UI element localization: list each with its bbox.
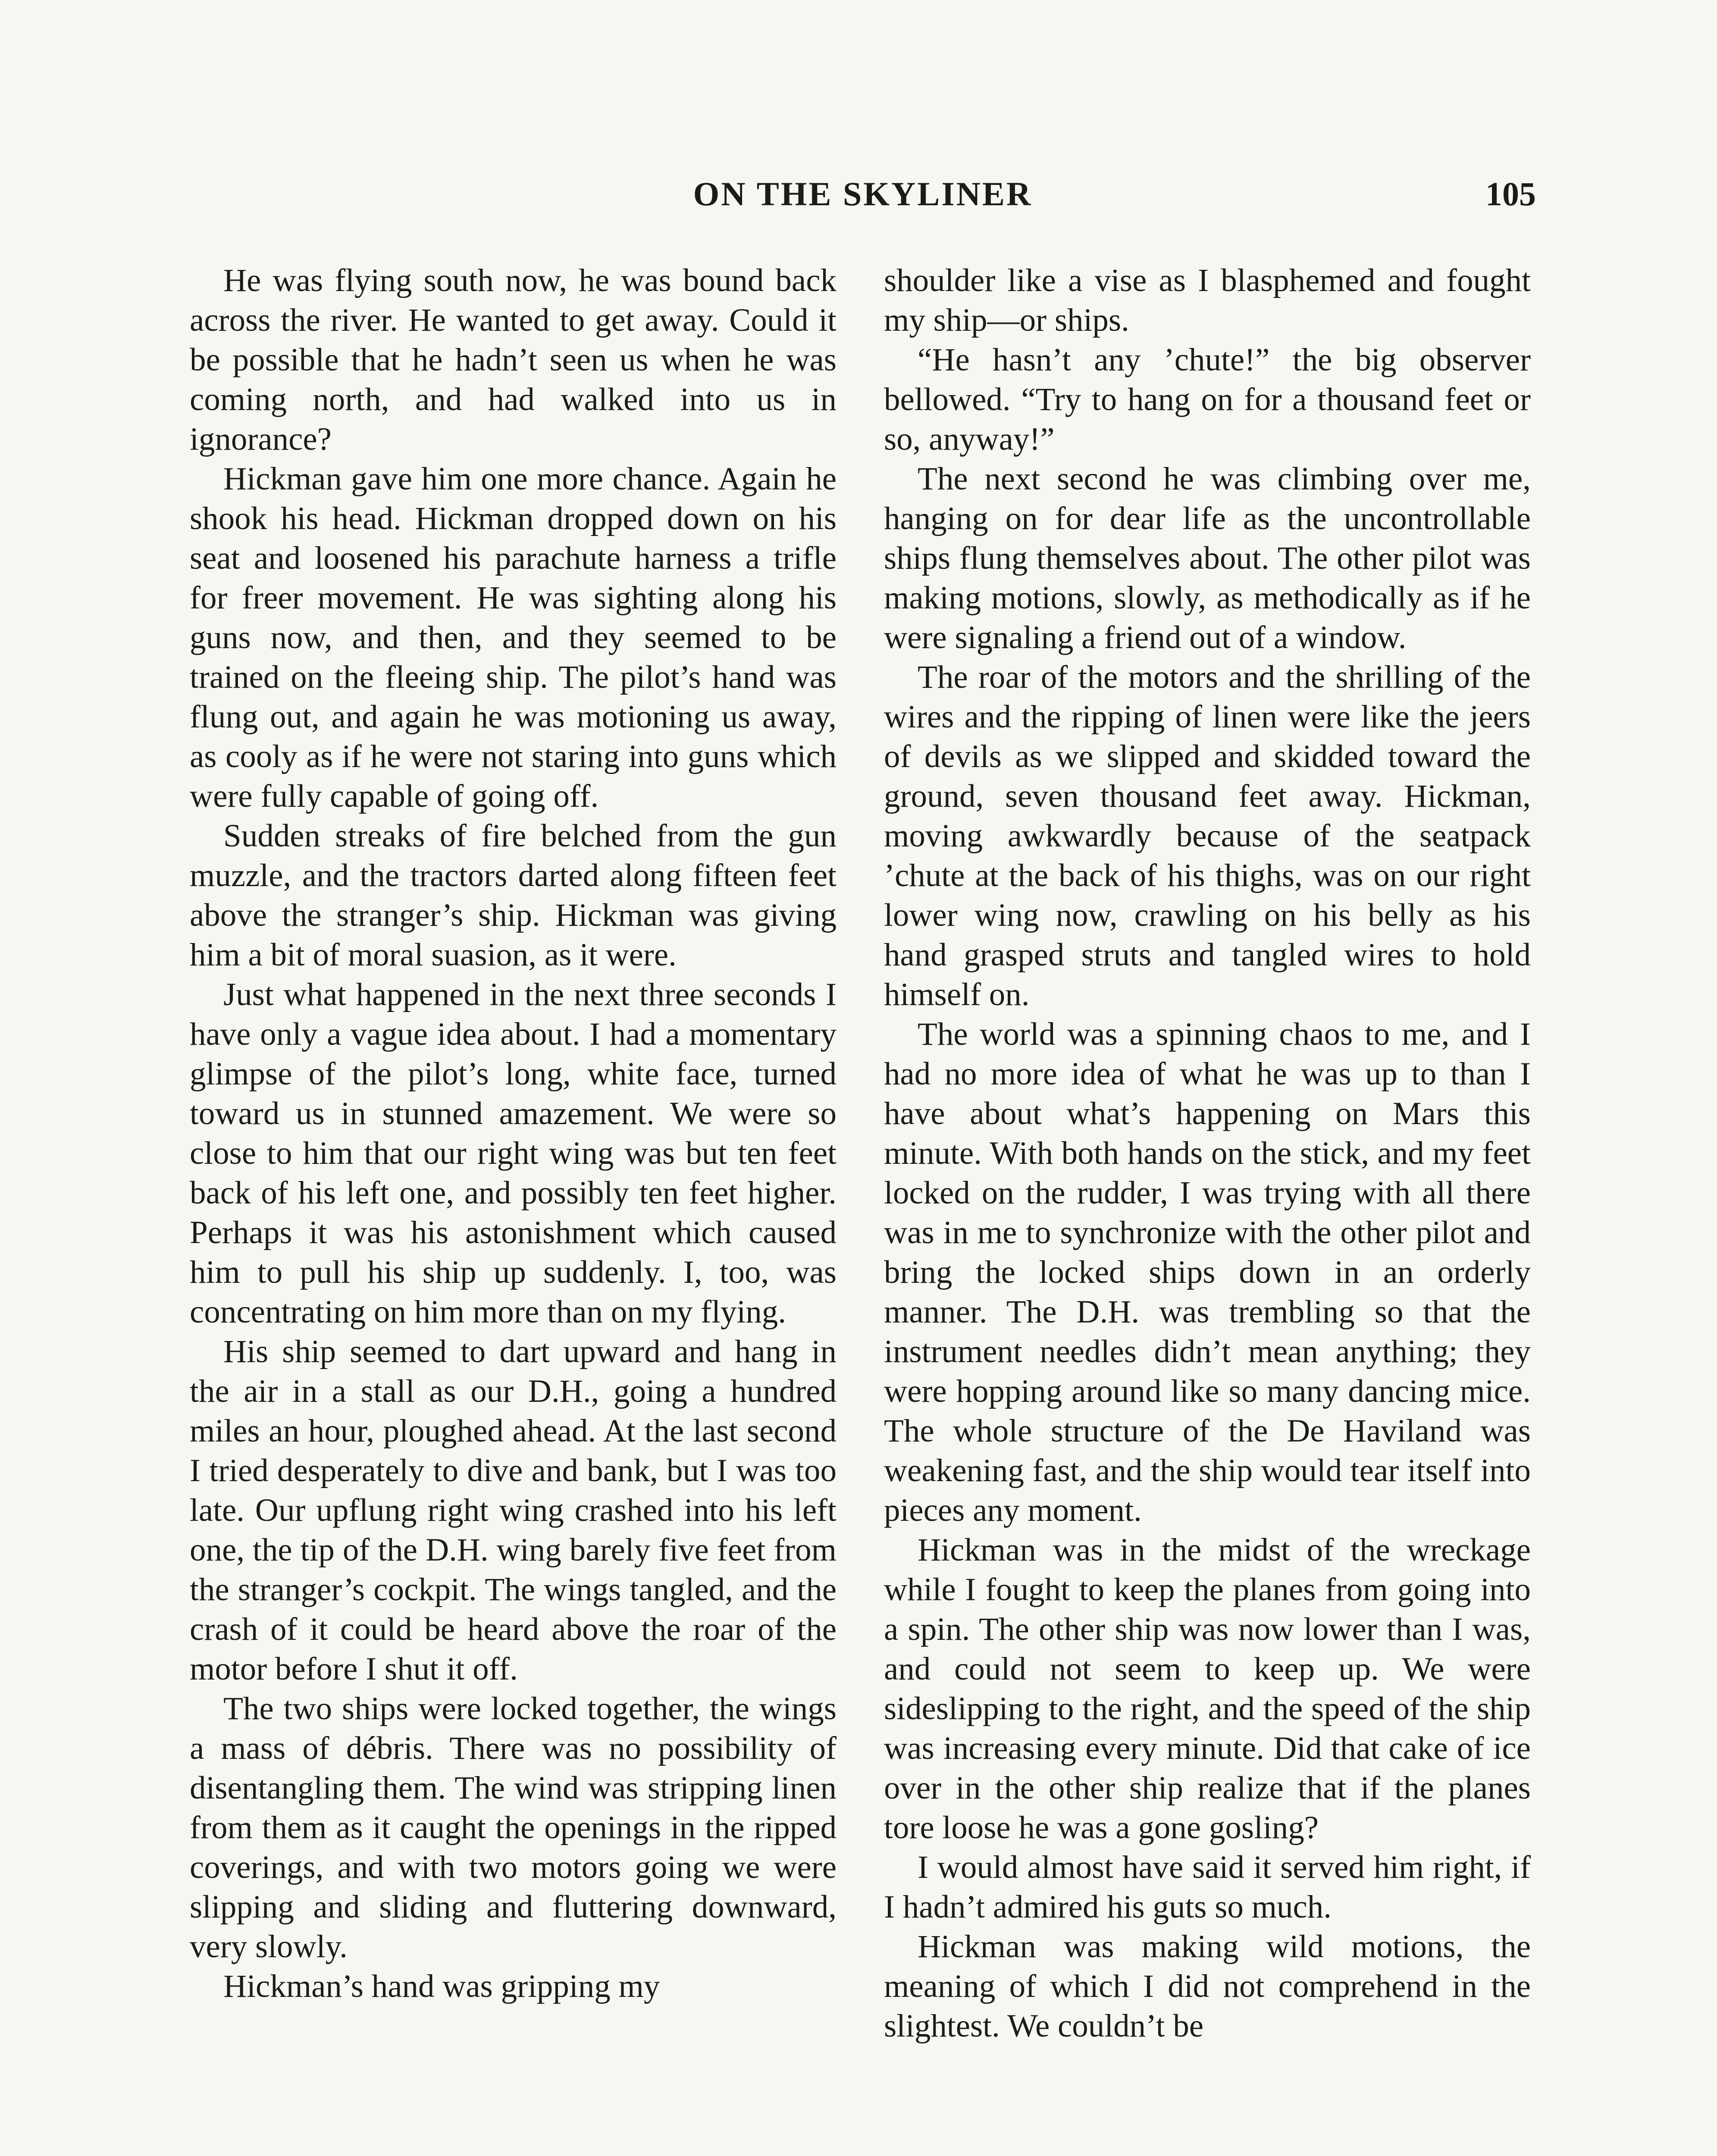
running-title: ON THE SKYLINER xyxy=(693,175,1033,213)
paragraph: Sudden streaks of fire belched from the gun muzzle, and the tractors darted along fifteen feet above the stranger’s ship. Hickman was giving him a bit of moral suasion, as it were. xyxy=(190,818,837,973)
paragraph: Hickman gave him one more chance. Again he shook his head. Hickman dropped down on his seat and loosened his parachute harness a trifle for freer movement. He was sighting along his guns now, and then, and they seemed to be trained on the fleeing ship. The pilot’s hand was flung out, and again he was motioning us away, as cooly as if he were not staring into guns which were fully capable of going off. xyxy=(190,461,837,814)
page-number: 105 xyxy=(1485,175,1536,213)
page-header xyxy=(190,175,1536,222)
paragraph: Hickman was in the midst of the wreckage while I fought to keep the planes from going into a spin. The other ship was now lower than I was, and could not seem to keep up. We were sideslipping to the right, and the speed of the ship was increasing every minute. Did that cake of ice over in the other ship realize that if the planes tore loose he was a gone gosling? xyxy=(884,1532,1531,1846)
paragraph: Hickman was making wild motions, the meaning of which I did not comprehend in the slightest. We couldn’t be xyxy=(884,1929,1531,2044)
paragraph: “He hasn’t any ’chute!” the big observer bellowed. “Try to hang on for a thousand feet or so, anyway!” xyxy=(884,342,1531,457)
paragraph-continuation: shoulder like a vise as I blasphemed and fought my ship—or ships. xyxy=(884,263,1531,338)
right-column xyxy=(884,261,1531,2046)
paragraph: His ship seemed to dart upward and hang in the air in a stall as our D.H., going a hundred miles an hour, ploughed ahead. At the last second I tried desperately to dive and bank, but I was too late. Our upflung right wing crashed into his left one, the tip of the D.H. wing barely five feet from the stranger’s cockpit. The wings tangled, and the crash of it could be heard above the roar of the motor before I shut it off. xyxy=(190,1334,837,1687)
paragraph: Just what happened in the next three seconds I have only a vague idea about. I had a momentary glimpse of the pilot’s long, white face, turned toward us in stunned amazement. We were so close to him that our right wing was but ten feet back of his left one, and possibly ten feet higher. Perhaps it was his astonishment which caused him to pull his ship up suddenly. I, too, was concentrating on him more than on my flying. xyxy=(190,977,837,1330)
paragraph: The next second he was climbing over me, hanging on for dear life as the uncontrollable ships flung themselves about. The other pilot was making motions, slowly, as methodically as if he were signaling a friend out of a window. xyxy=(884,461,1531,655)
paragraph: The world was a spinning chaos to me, and I had no more idea of what he was up to than I have about what’s happening on Mars this minute. With both hands on the stick, and my feet locked on the rudder, I was trying with all there was in me to synchronize with the other pilot and bring the locked ships down in an orderly manner. The D.H. was trembling so that the instrument needles didn’t mean anything; they were hopping around like so many dancing mice. The whole structure of the De Haviland was weakening fast, and the ship would tear itself into pieces any moment. xyxy=(884,1016,1531,1528)
paragraph: I would almost have said it served him right, if I hadn’t admired his guts so much. xyxy=(884,1849,1531,1925)
paragraph: He was flying south now, he was bound back across the river. He wanted to get away. Could it be possible that he hadn’t seen us when he was coming north, and had walked into us in ignorance? xyxy=(190,263,837,457)
paragraph: The two ships were locked together, the wings a mass of débris. There was no possibility of disentangling them. The wind was stripping linen from them as it caught the openings in the ripped coverings, and with two motors going we were slipping and sliding and fluttering downward, very slowly. xyxy=(190,1691,837,1965)
paragraph: The roar of the motors and the shrilling of the wires and the ripping of linen were like the jeers of devils as we slipped and skidded toward the ground, seven thousand feet away. Hickman, moving awkwardly because of the seatpack ’chute at the back of his thighs, was on our right lower wing now, crawling on his belly as his hand grasped struts and tangled wires to hold himself on. xyxy=(884,659,1531,1012)
paragraph: Hickman’s hand was gripping my xyxy=(223,1968,660,2004)
left-column xyxy=(190,261,837,2006)
